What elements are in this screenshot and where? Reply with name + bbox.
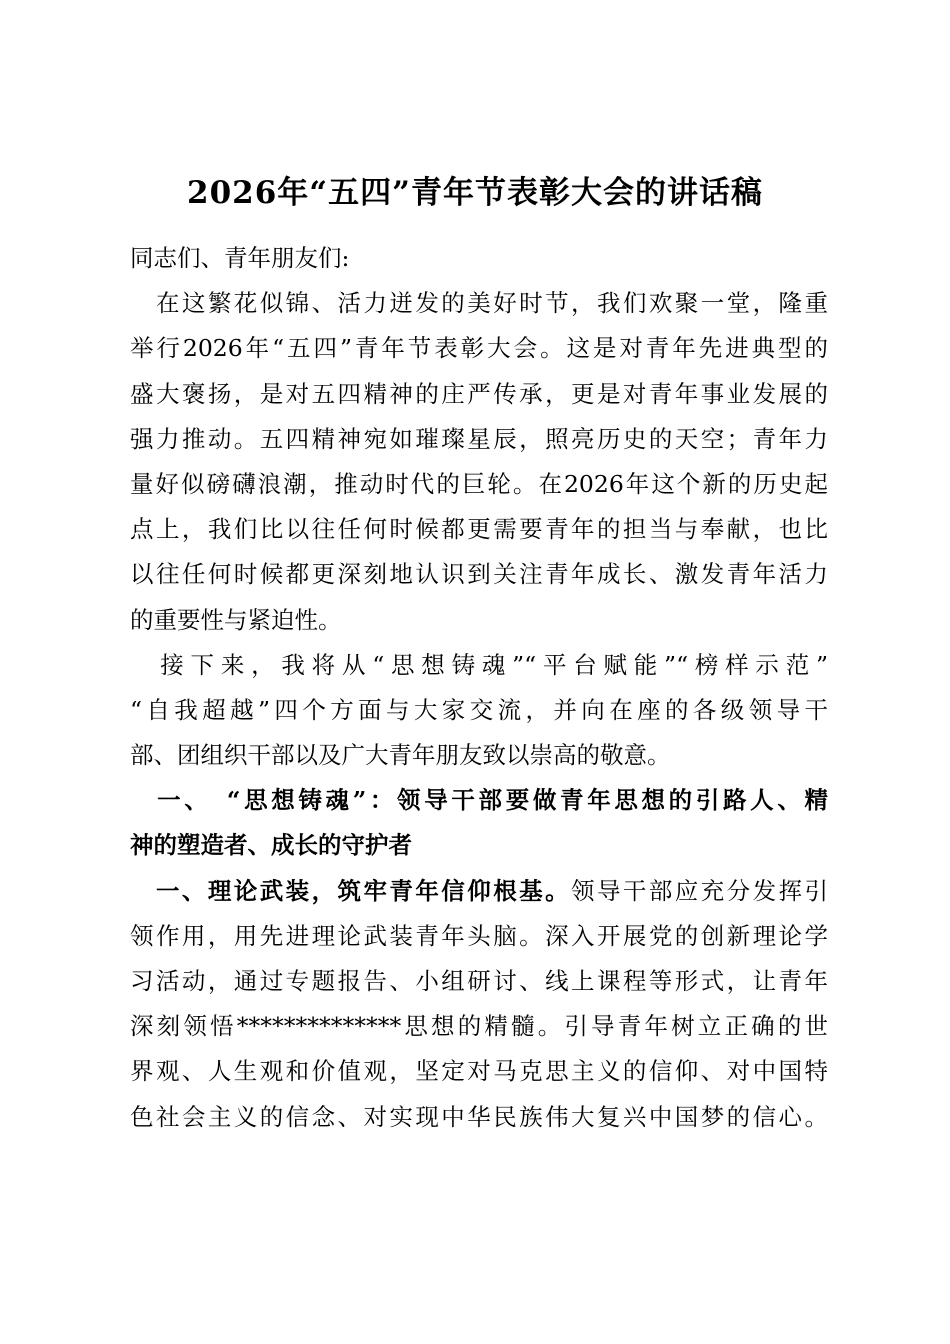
- text-line: 界观、人生观和价值观，坚定对马克思主义的信仰、对中国特: [130, 1057, 828, 1086]
- paragraph-outline: [130, 643, 828, 779]
- section-heading-1: [130, 778, 828, 868]
- text-line: 接下来，我将从“思想铸魂”“平台赋能”“榜样示范”: [130, 650, 828, 679]
- document-title: 2026年“五四”青年节表彰大会的讲话稿: [187, 175, 763, 211]
- document-body: [130, 236, 828, 1140]
- text-run: 领导干部应充分发挥引: [571, 876, 829, 905]
- text-line: 习活动，通过专题报告、小组研讨、线上课程等形式，让青年: [130, 967, 828, 995]
- paragraph-theory: [130, 869, 828, 1140]
- text-line: 领作用，用先进理论武装青年头脑。深入开展党的创新理论学: [130, 921, 828, 950]
- text-line: 强力推动。五四精神宛如璀璨星辰，照亮历史的天空；青年力: [130, 424, 828, 453]
- text-line: 的重要性与紧迫性。: [130, 605, 342, 634]
- text-line: 量好似磅礴浪潮，推动时代的巨轮。在2026年这个新的历史起: [130, 469, 828, 498]
- paragraph-intro: [130, 281, 828, 643]
- text-line: 举行2026年“五四”青年节表彰大会。这是对青年先进典型的: [130, 334, 828, 363]
- text-line: 以往任何时候都更深刻地认识到关注青年成长、激发青年活力: [130, 560, 828, 589]
- text-line: [130, 869, 828, 914]
- text-line: “自我超越”四个方面与大家交流，并向在座的各级领导干: [130, 695, 828, 724]
- text-line: 深刻领悟**************思想的精髓。引导青年树立正确的世: [130, 1012, 828, 1041]
- text-line: 部、团组织干部以及广大青年朋友致以崇高的敬意。: [130, 741, 671, 770]
- subheading-lead: 一、理论武装，筑牢青年信仰根基。: [130, 876, 572, 905]
- salutation: 同志们、青年朋友们:: [130, 244, 350, 272]
- heading-line: 一、 “思想铸魂”：领导干部要做青年思想的引路人、精: [130, 786, 828, 815]
- text-line: 点上，我们比以往任何时候都更需要青年的担当与奉献，也比: [130, 515, 828, 544]
- text-line: 在这繁花似锦、活力迸发的美好时节，我们欢聚一堂，隆重: [130, 289, 828, 318]
- text-line: 盛大褒扬，是对五四精神的庄严传承，更是对青年事业发展的: [130, 379, 828, 408]
- text-line: 色社会主义的信念、对实现中华民族伟大复兴中国梦的信心。: [130, 1102, 828, 1131]
- heading-line: 神的塑造者、成长的守护者: [130, 831, 412, 860]
